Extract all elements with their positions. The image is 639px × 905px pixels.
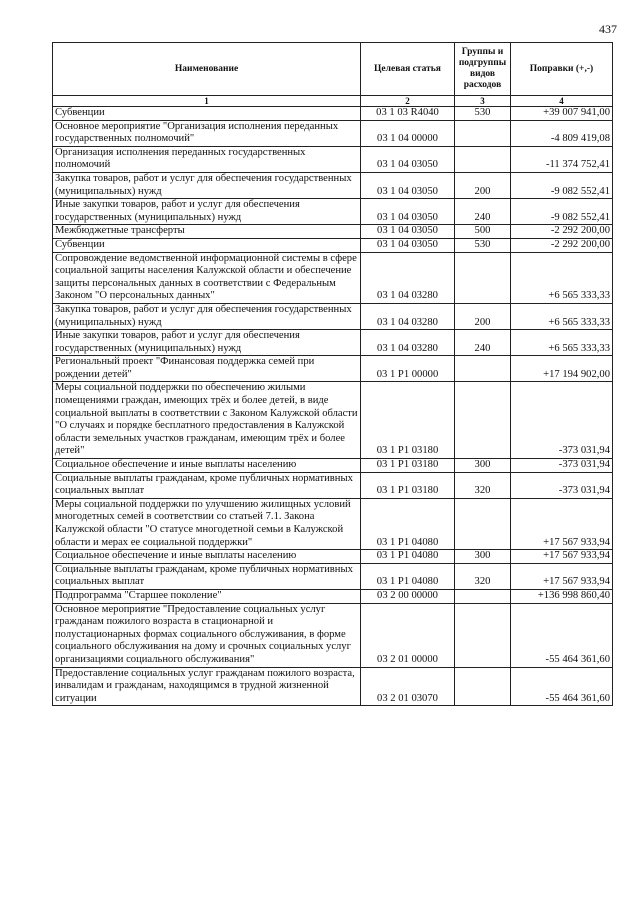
row-group: 200 xyxy=(455,172,511,198)
row-amount: -2 292 200,00 xyxy=(511,238,613,252)
row-amount: +17 567 933,94 xyxy=(511,563,613,589)
row-group xyxy=(455,603,511,667)
row-name: Социальные выплаты гражданам, кроме публичных нормативных социальных выплат xyxy=(53,563,361,589)
row-amount: -373 031,94 xyxy=(511,382,613,459)
row-group: 240 xyxy=(455,199,511,225)
row-code: 03 1 P1 04080 xyxy=(361,563,455,589)
row-code: 03 1 04 03280 xyxy=(361,252,455,303)
row-code: 03 1 04 03050 xyxy=(361,225,455,239)
header-group: Группы и подгруппы видов расходов xyxy=(455,43,511,96)
table-row xyxy=(53,172,613,198)
row-name: Закупка товаров, работ и услуг для обеспечения государственных (муниципальных) нужд xyxy=(53,172,361,198)
row-group: 500 xyxy=(455,225,511,239)
row-group xyxy=(455,120,511,146)
row-name: Меры социальной поддержки по улучшению жилищных условий многодетных семей в соответствии со статьей 7.1. Закона Калужской области "О статусе многодетной семьи в Калужской области и мерах ее социальной поддержки" xyxy=(53,498,361,549)
row-amount: -373 031,94 xyxy=(511,459,613,473)
table-row xyxy=(53,199,613,225)
row-amount: +136 998 860,40 xyxy=(511,589,613,603)
row-code: 03 2 01 00000 xyxy=(361,603,455,667)
table-row xyxy=(53,356,613,382)
row-amount: -55 464 361,60 xyxy=(511,603,613,667)
table-row xyxy=(53,120,613,146)
row-group: 240 xyxy=(455,330,511,356)
page-number: 437 xyxy=(599,22,617,36)
row-group xyxy=(455,589,511,603)
table-row xyxy=(53,603,613,667)
row-amount: -2 292 200,00 xyxy=(511,225,613,239)
row-name: Иные закупки товаров, работ и услуг для обеспечения государственных (муниципальных) нужд xyxy=(53,199,361,225)
row-name: Иные закупки товаров, работ и услуг для обеспечения государственных (муниципальных) нужд xyxy=(53,330,361,356)
row-code: 03 1 P1 04080 xyxy=(361,550,455,564)
column-number: 4 xyxy=(511,96,613,107)
row-amount: -9 082 552,41 xyxy=(511,199,613,225)
table-row xyxy=(53,252,613,303)
row-code: 03 1 P1 04080 xyxy=(361,498,455,549)
row-group: 320 xyxy=(455,472,511,498)
row-name: Подпрограмма "Старшее поколение" xyxy=(53,589,361,603)
row-code: 03 1 04 03050 xyxy=(361,199,455,225)
table-row xyxy=(53,303,613,329)
row-name: Социальное обеспечение и иные выплаты населению xyxy=(53,550,361,564)
row-name: Межбюджетные трансферты xyxy=(53,225,361,239)
row-name: Закупка товаров, работ и услуг для обеспечения государственных (муниципальных) нужд xyxy=(53,303,361,329)
row-amount: +6 565 333,33 xyxy=(511,303,613,329)
table-row xyxy=(53,498,613,549)
row-name: Меры социальной поддержки по обеспечению жилыми помещениями граждан, имеющих трёх и более детей, в виде социальной выплаты в соответствии с Законом Калужской области "О случаях и порядке бесплатного предоставления в Калужской области земельных участков гражданам, имеющим трёх и более детей" xyxy=(53,382,361,459)
row-code: 03 1 P1 03180 xyxy=(361,472,455,498)
table-row xyxy=(53,667,613,706)
row-code: 03 1 P1 00000 xyxy=(361,356,455,382)
row-code: 03 1 04 03280 xyxy=(361,330,455,356)
row-name: Предоставление социальных услуг гражданам пожилого возраста, инвалидам и гражданам, находящимся в трудной жизненной ситуации xyxy=(53,667,361,706)
table-row xyxy=(53,472,613,498)
column-number-row xyxy=(53,96,613,107)
table-row xyxy=(53,238,613,252)
row-amount: -4 809 419,08 xyxy=(511,120,613,146)
row-code: 03 1 04 03050 xyxy=(361,146,455,172)
budget-table xyxy=(52,42,613,706)
row-group xyxy=(455,146,511,172)
row-code: 03 2 00 00000 xyxy=(361,589,455,603)
row-amount: +6 565 333,33 xyxy=(511,330,613,356)
table-row xyxy=(53,107,613,121)
row-code: 03 1 03 R4040 xyxy=(361,107,455,121)
row-code: 03 1 P1 03180 xyxy=(361,382,455,459)
table-row xyxy=(53,382,613,459)
column-number: 1 xyxy=(53,96,361,107)
row-name: Субвенции xyxy=(53,107,361,121)
column-number: 3 xyxy=(455,96,511,107)
row-group: 320 xyxy=(455,563,511,589)
table-row xyxy=(53,550,613,564)
table-row xyxy=(53,563,613,589)
row-name: Социальные выплаты гражданам, кроме публичных нормативных социальных выплат xyxy=(53,472,361,498)
row-amount: +17 194 902,00 xyxy=(511,356,613,382)
row-group xyxy=(455,356,511,382)
row-code: 03 1 04 03280 xyxy=(361,303,455,329)
table-row xyxy=(53,330,613,356)
row-code: 03 1 04 00000 xyxy=(361,120,455,146)
row-group: 530 xyxy=(455,238,511,252)
row-amount: +39 007 941,00 xyxy=(511,107,613,121)
row-group: 530 xyxy=(455,107,511,121)
row-group xyxy=(455,667,511,706)
row-amount: -9 082 552,41 xyxy=(511,172,613,198)
header-name: Наименование xyxy=(53,43,361,96)
row-name: Социальное обеспечение и иные выплаты населению xyxy=(53,459,361,473)
row-group: 200 xyxy=(455,303,511,329)
table-row xyxy=(53,225,613,239)
row-group: 300 xyxy=(455,550,511,564)
table-row xyxy=(53,459,613,473)
header-row xyxy=(53,43,613,96)
row-amount: -55 464 361,60 xyxy=(511,667,613,706)
row-name: Сопровождение ведомственной информационной системы в сфере социальной защиты населения Калужской области и обеспечение защиты персональных данных в соответствии с Федеральным Законом "О персональных данных" xyxy=(53,252,361,303)
row-amount: +6 565 333,33 xyxy=(511,252,613,303)
row-name: Субвенции xyxy=(53,238,361,252)
row-amount: -373 031,94 xyxy=(511,472,613,498)
row-group xyxy=(455,252,511,303)
row-code: 03 1 P1 03180 xyxy=(361,459,455,473)
header-amend: Поправки (+,-) xyxy=(511,43,613,96)
row-name: Основное мероприятие "Предоставление социальных услуг гражданам пожилого возраста в стационарной и полустационарных формах социального обслуживания, в форме социального обслуживания на дому и срочных социальных услуг организациями социального обслуживания" xyxy=(53,603,361,667)
column-number: 2 xyxy=(361,96,455,107)
row-amount: +17 567 933,94 xyxy=(511,498,613,549)
table-row xyxy=(53,146,613,172)
header-target: Целевая статья xyxy=(361,43,455,96)
row-amount: -11 374 752,41 xyxy=(511,146,613,172)
row-code: 03 2 01 03070 xyxy=(361,667,455,706)
row-code: 03 1 04 03050 xyxy=(361,238,455,252)
table-row xyxy=(53,589,613,603)
row-group xyxy=(455,498,511,549)
row-name: Основное мероприятие "Организация исполнения переданных государственных полномочий" xyxy=(53,120,361,146)
row-amount: +17 567 933,94 xyxy=(511,550,613,564)
row-group: 300 xyxy=(455,459,511,473)
row-name: Организация исполнения переданных государственных полномочий xyxy=(53,146,361,172)
row-name: Региональный проект "Финансовая поддержка семей при рождении детей" xyxy=(53,356,361,382)
row-group xyxy=(455,382,511,459)
row-code: 03 1 04 03050 xyxy=(361,172,455,198)
